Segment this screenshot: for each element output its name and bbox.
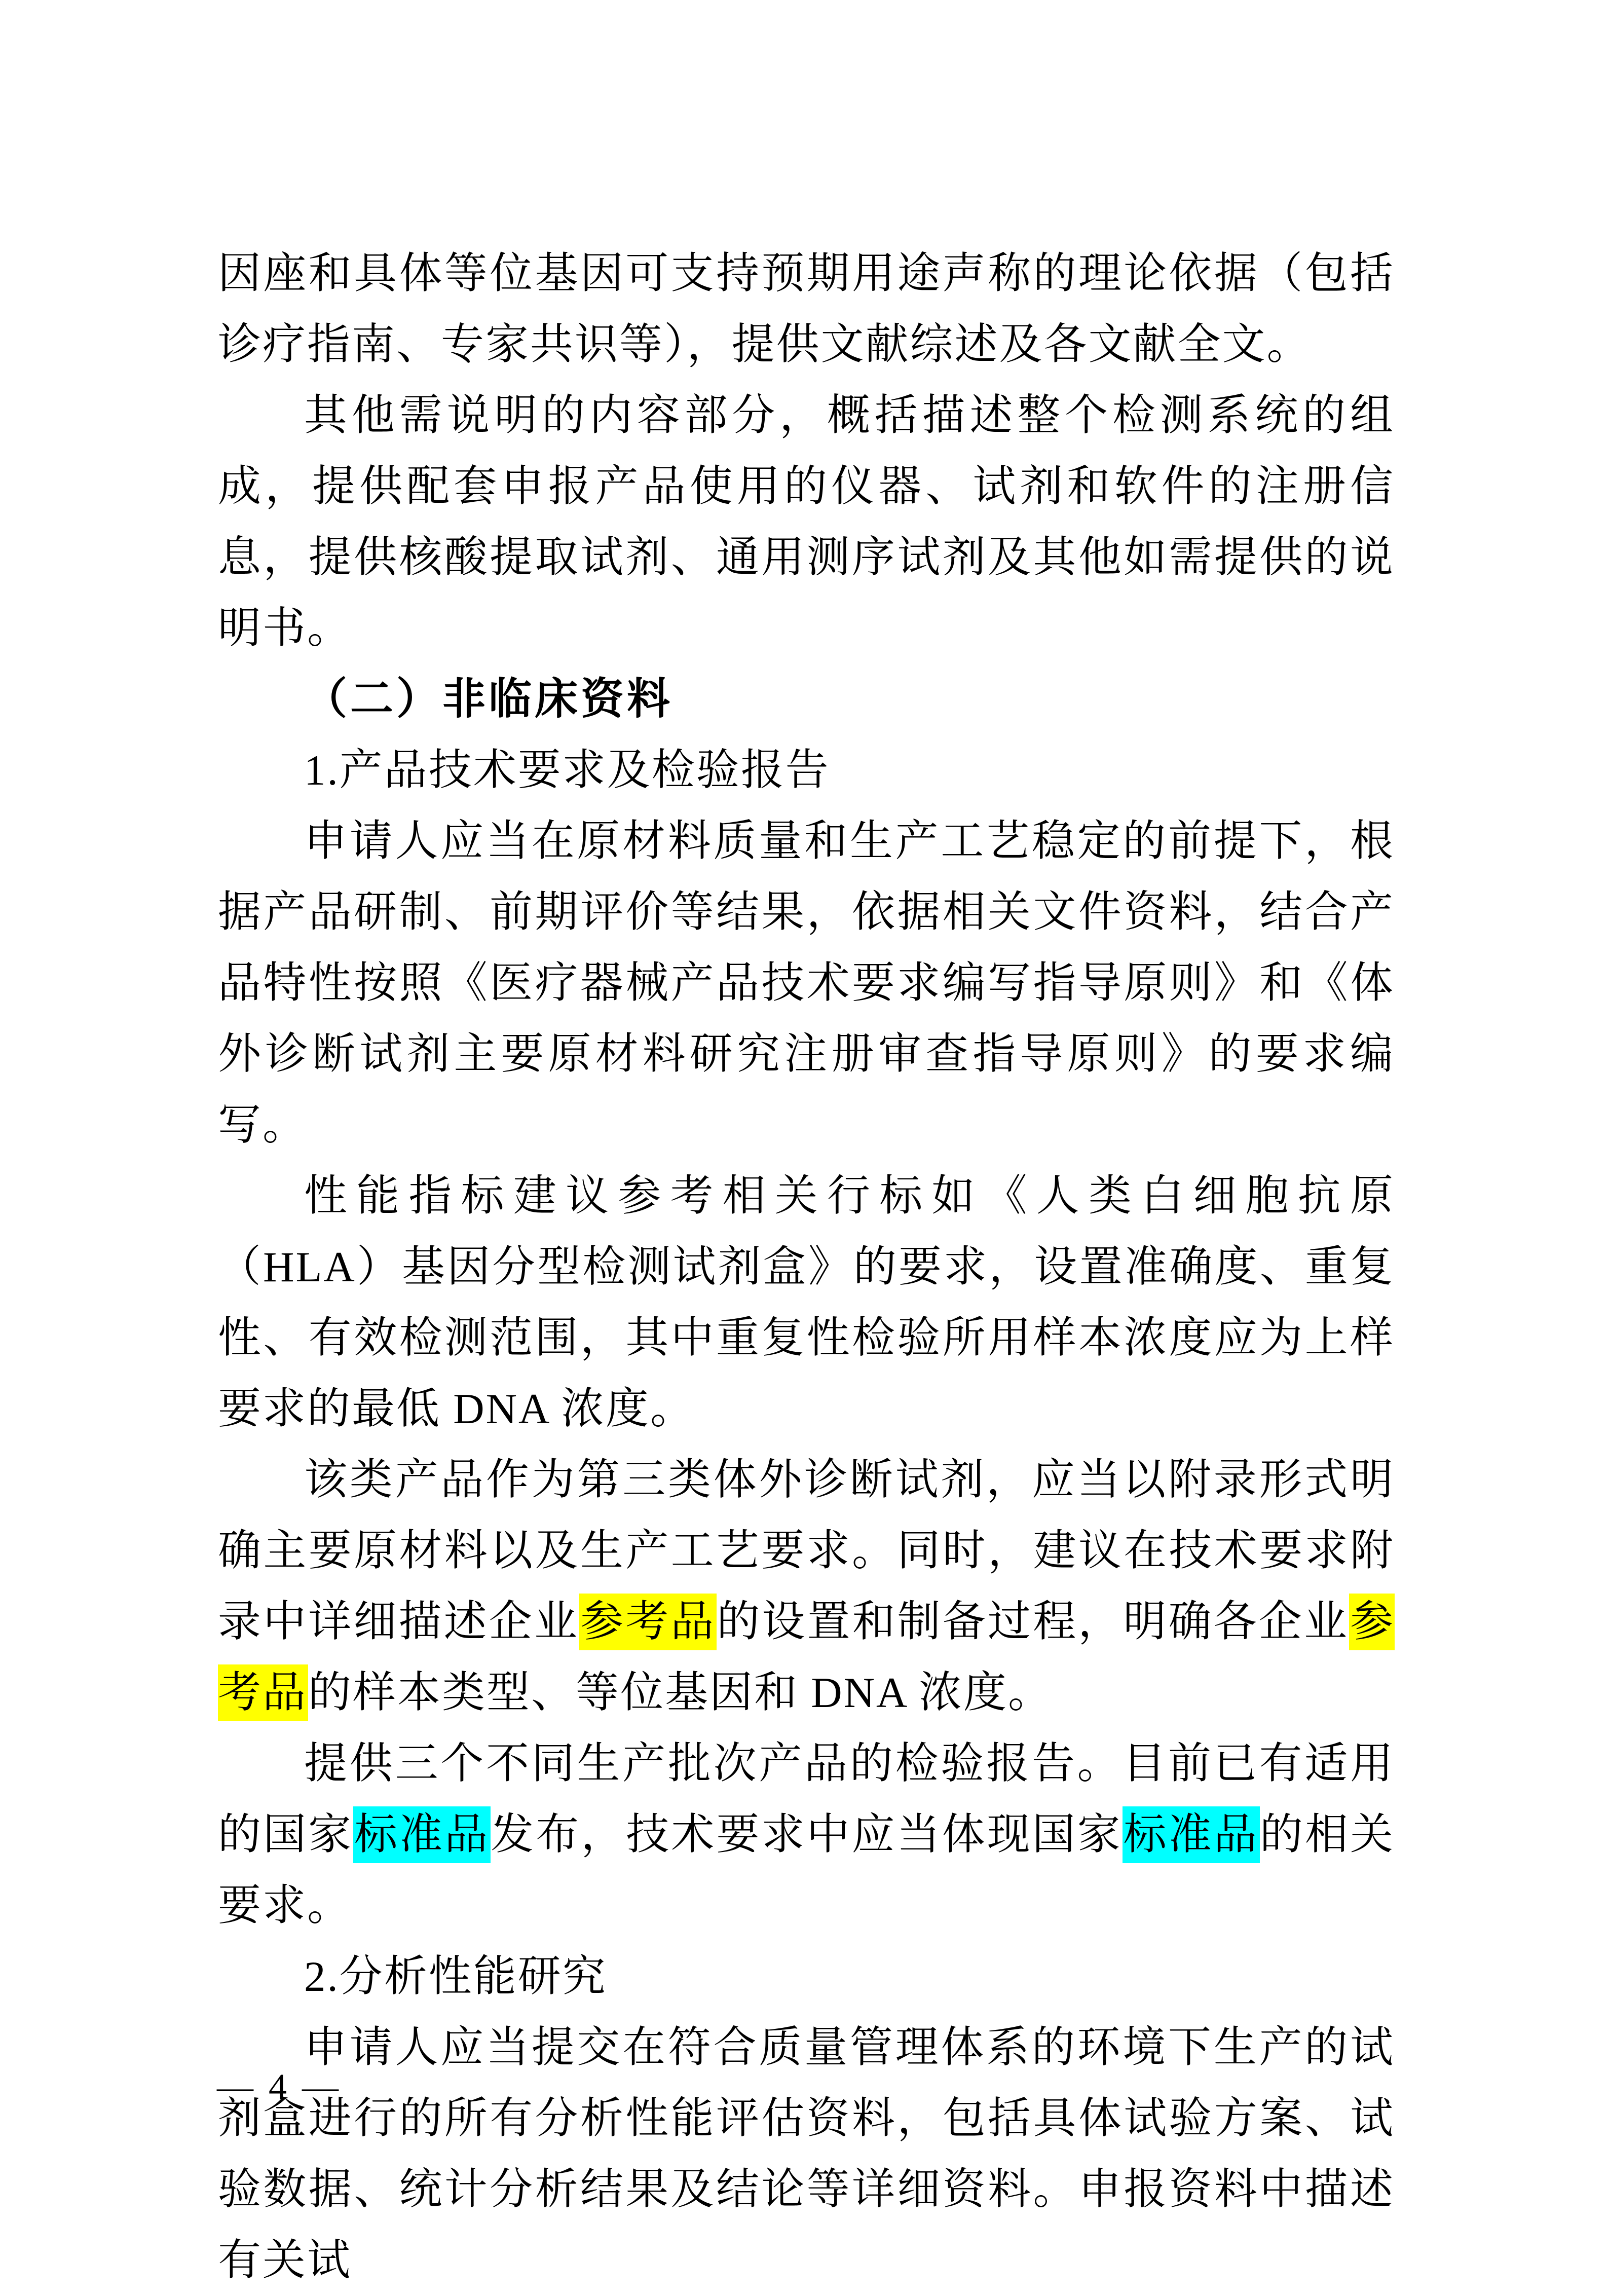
page-footer: [217, 2064, 342, 2109]
highlighted-term-yellow: 参考品: [218, 1594, 1395, 1721]
highlighted-term-cyan: 标准品: [353, 1806, 491, 1863]
paragraph: 因座和具体等位基因可支持预期用途声称的理论依据（包括诊疗指南、专家共识等），提供文献综述及各文献全文。: [218, 250, 1395, 368]
paragraph: 申请人应当在原材料质量和生产工艺稳定的前提下，根据产品研制、前期评价等结果，依据相关文件资料，结合产品特性按照《医疗器械产品技术要求编写指导原则》和《体外诊断试剂主要原材料研究注册审查指导原则》的要求编写。: [218, 818, 1395, 1149]
paragraph: 提供三个不同生产批次产品的检验报告。目前已有适用的国家标准品发布，技术要求中应当体现国家标准品的相关要求。: [218, 1740, 1395, 1930]
paragraph: 2.分析性能研究: [304, 1953, 607, 2001]
paragraph: 1.产品技术要求及检验报告: [304, 747, 830, 794]
section-heading: （二）非临床资料: [304, 676, 674, 723]
highlighted-term-yellow: 参考品: [579, 1594, 717, 1650]
paragraph: 申请人应当提交在符合质量管理体系的环境下生产的试剂盒进行的所有分析性能评估资料，包括具体试验方案、试验数据、统计分析结果及结论等详细资料。申报资料中描述有关试: [218, 2024, 1395, 2284]
document-body: [218, 238, 1395, 2296]
paragraph: 其他需说明的内容部分，概括描述整个检测系统的组成，提供配套申报产品使用的仪器、试剂和软件的注册信息，提供核酸提取试剂、通用测序试剂及其他如需提供的说明书。: [218, 392, 1395, 652]
paragraph: 该类产品作为第三类体外诊断试剂，应当以附录形式明确主要原材料以及生产工艺要求。同时，建议在技术要求附录中详细描述企业参考品的设置和制备过程，明确各企业参考品的样本类型、等位基因和 DNA 浓度。: [218, 1445, 1395, 1728]
highlighted-term-cyan: 标准品: [1123, 1806, 1260, 1863]
paragraph: 性能指标建议参考相关行标如《人类白细胞抗原（HLA）基因分型检测试剂盒》的要求，设置准确度、重复性、有效检测范围，其中重复性检验所用样本浓度应为上样要求的最低 DNA 浓度。: [218, 1172, 1395, 1433]
page-number: — 4 —: [217, 2066, 342, 2107]
